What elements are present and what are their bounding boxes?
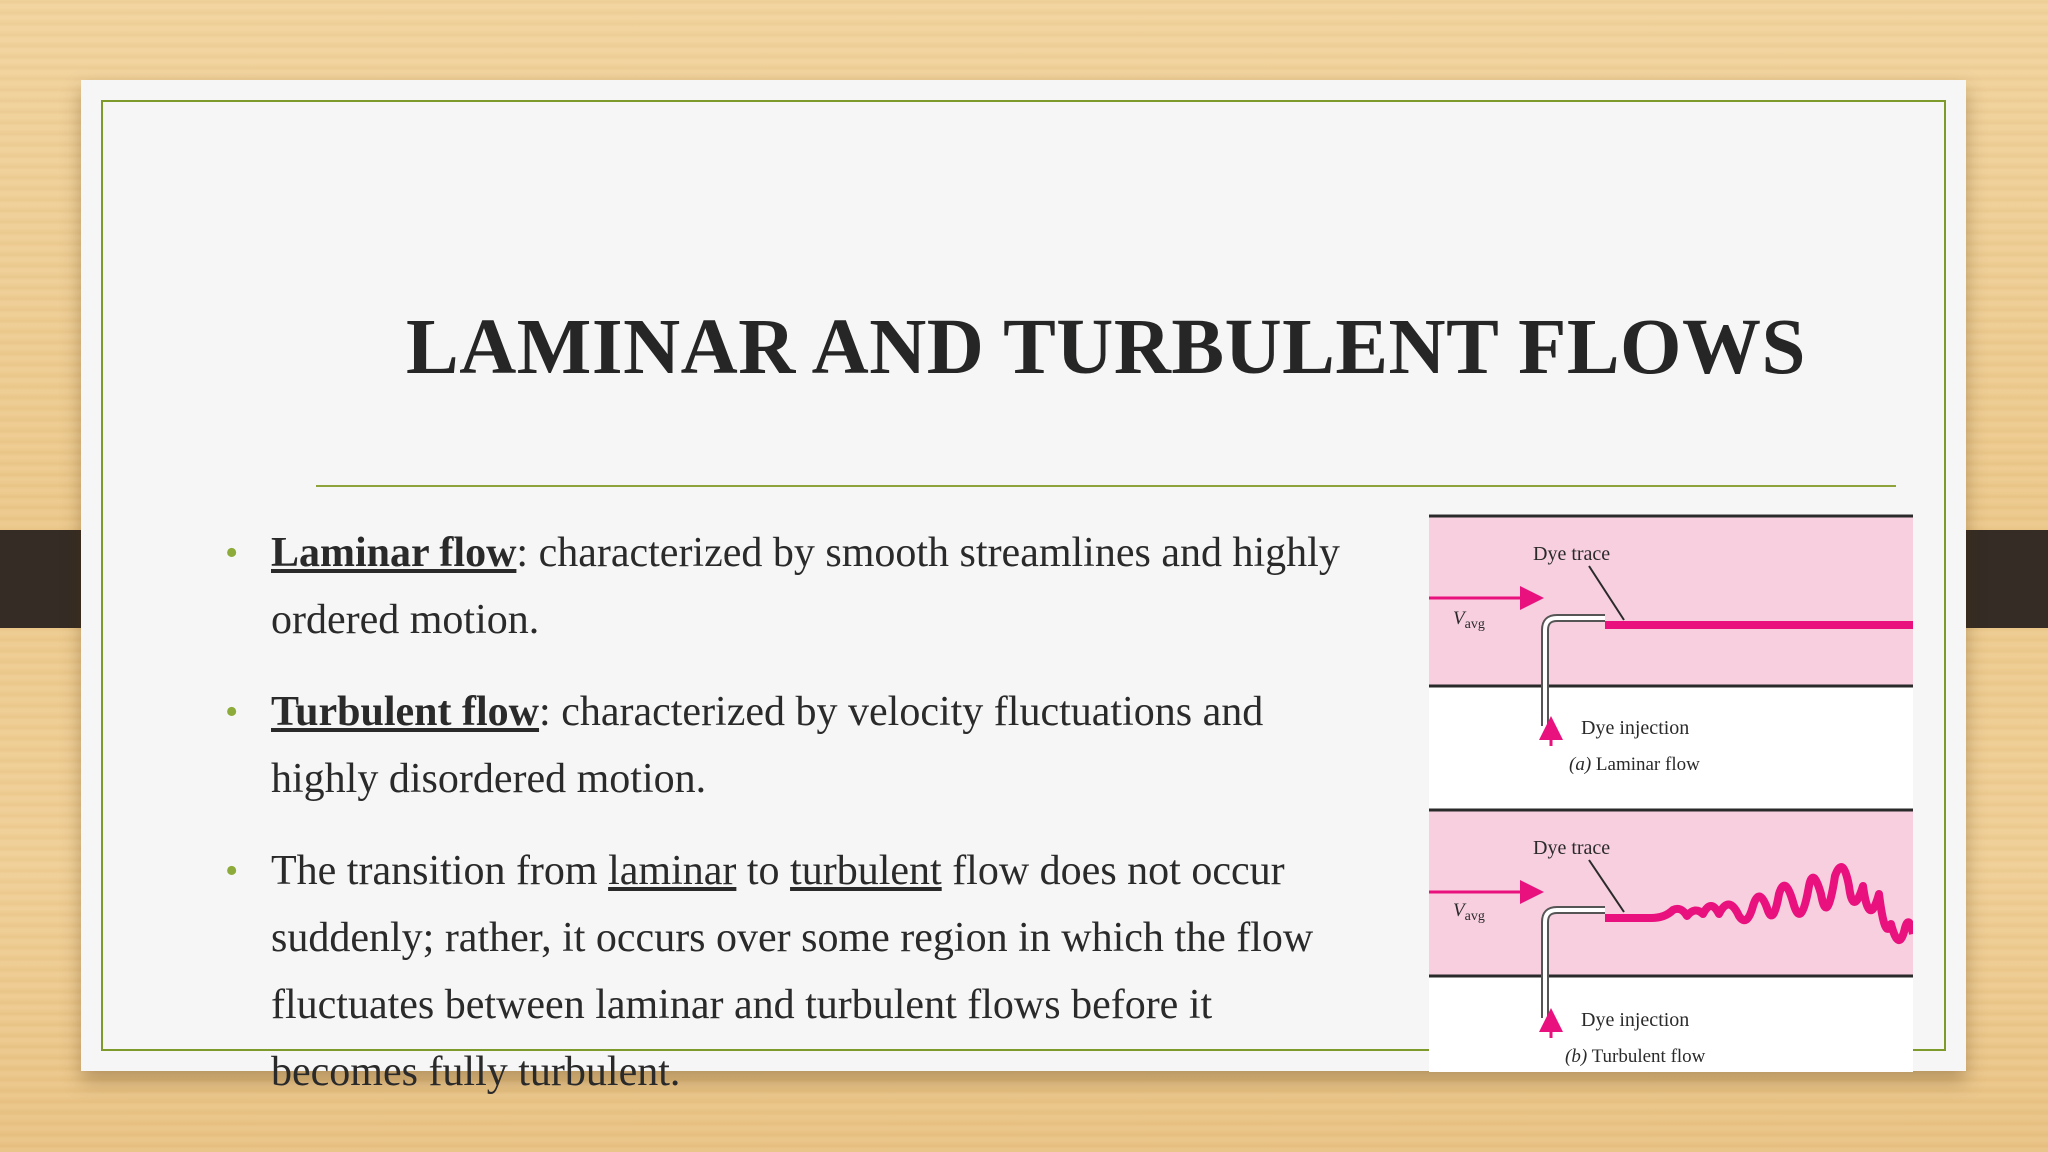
bullet-transition-pre: The transition from — [271, 848, 609, 894]
bullet-list — [221, 520, 1361, 1131]
title-divider — [316, 485, 1896, 487]
word-turbulent: turbulent — [790, 848, 942, 894]
dye-trace-label-laminar: Dye trace — [1533, 543, 1611, 565]
flow-diagram-svg — [1429, 514, 1913, 1072]
bullet-transition — [221, 838, 1361, 1106]
flow-figure — [1429, 514, 1913, 1072]
term-turbulent-flow: Turbulent flow — [271, 689, 540, 735]
caption-turbulent: (b) Turbulent flow — [1565, 1046, 1706, 1067]
bullet-transition-post: flow does not occur suddenly; rather, it occurs over some region in which the flow fluctuates between laminar and turbulent flows before it becomes fully turbulent. — [271, 848, 1314, 1095]
word-laminar: laminar — [608, 848, 737, 894]
dye-injection-label-laminar: Dye injection — [1581, 717, 1690, 739]
dye-trace-label-turbulent: Dye trace — [1533, 837, 1611, 859]
slide-title: LAMINAR AND TURBULENT FLOWS — [406, 304, 1806, 391]
slide-card — [81, 80, 1966, 1095]
pipe-laminar — [1429, 516, 1913, 686]
bullet-transition-mid: to — [736, 848, 791, 894]
caption-laminar: (a) Laminar flow — [1569, 754, 1700, 775]
bullet-turbulent — [221, 679, 1361, 813]
term-laminar-flow: Laminar flow — [271, 530, 517, 576]
velocity-label-laminar: $V_{avg}$ — [1453, 608, 1485, 632]
bullet-turbulent-text: : characterized by velocity fluctuations and highly disordered motion. — [271, 689, 1264, 802]
bullet-laminar — [221, 520, 1361, 654]
velocity-label-turbulent: $V_{avg}$ — [1453, 900, 1485, 924]
dye-injection-label-turbulent: Dye injection — [1581, 1009, 1690, 1031]
bullet-laminar-text: : characterized by smooth streamlines and highly ordered motion. — [271, 530, 1340, 643]
